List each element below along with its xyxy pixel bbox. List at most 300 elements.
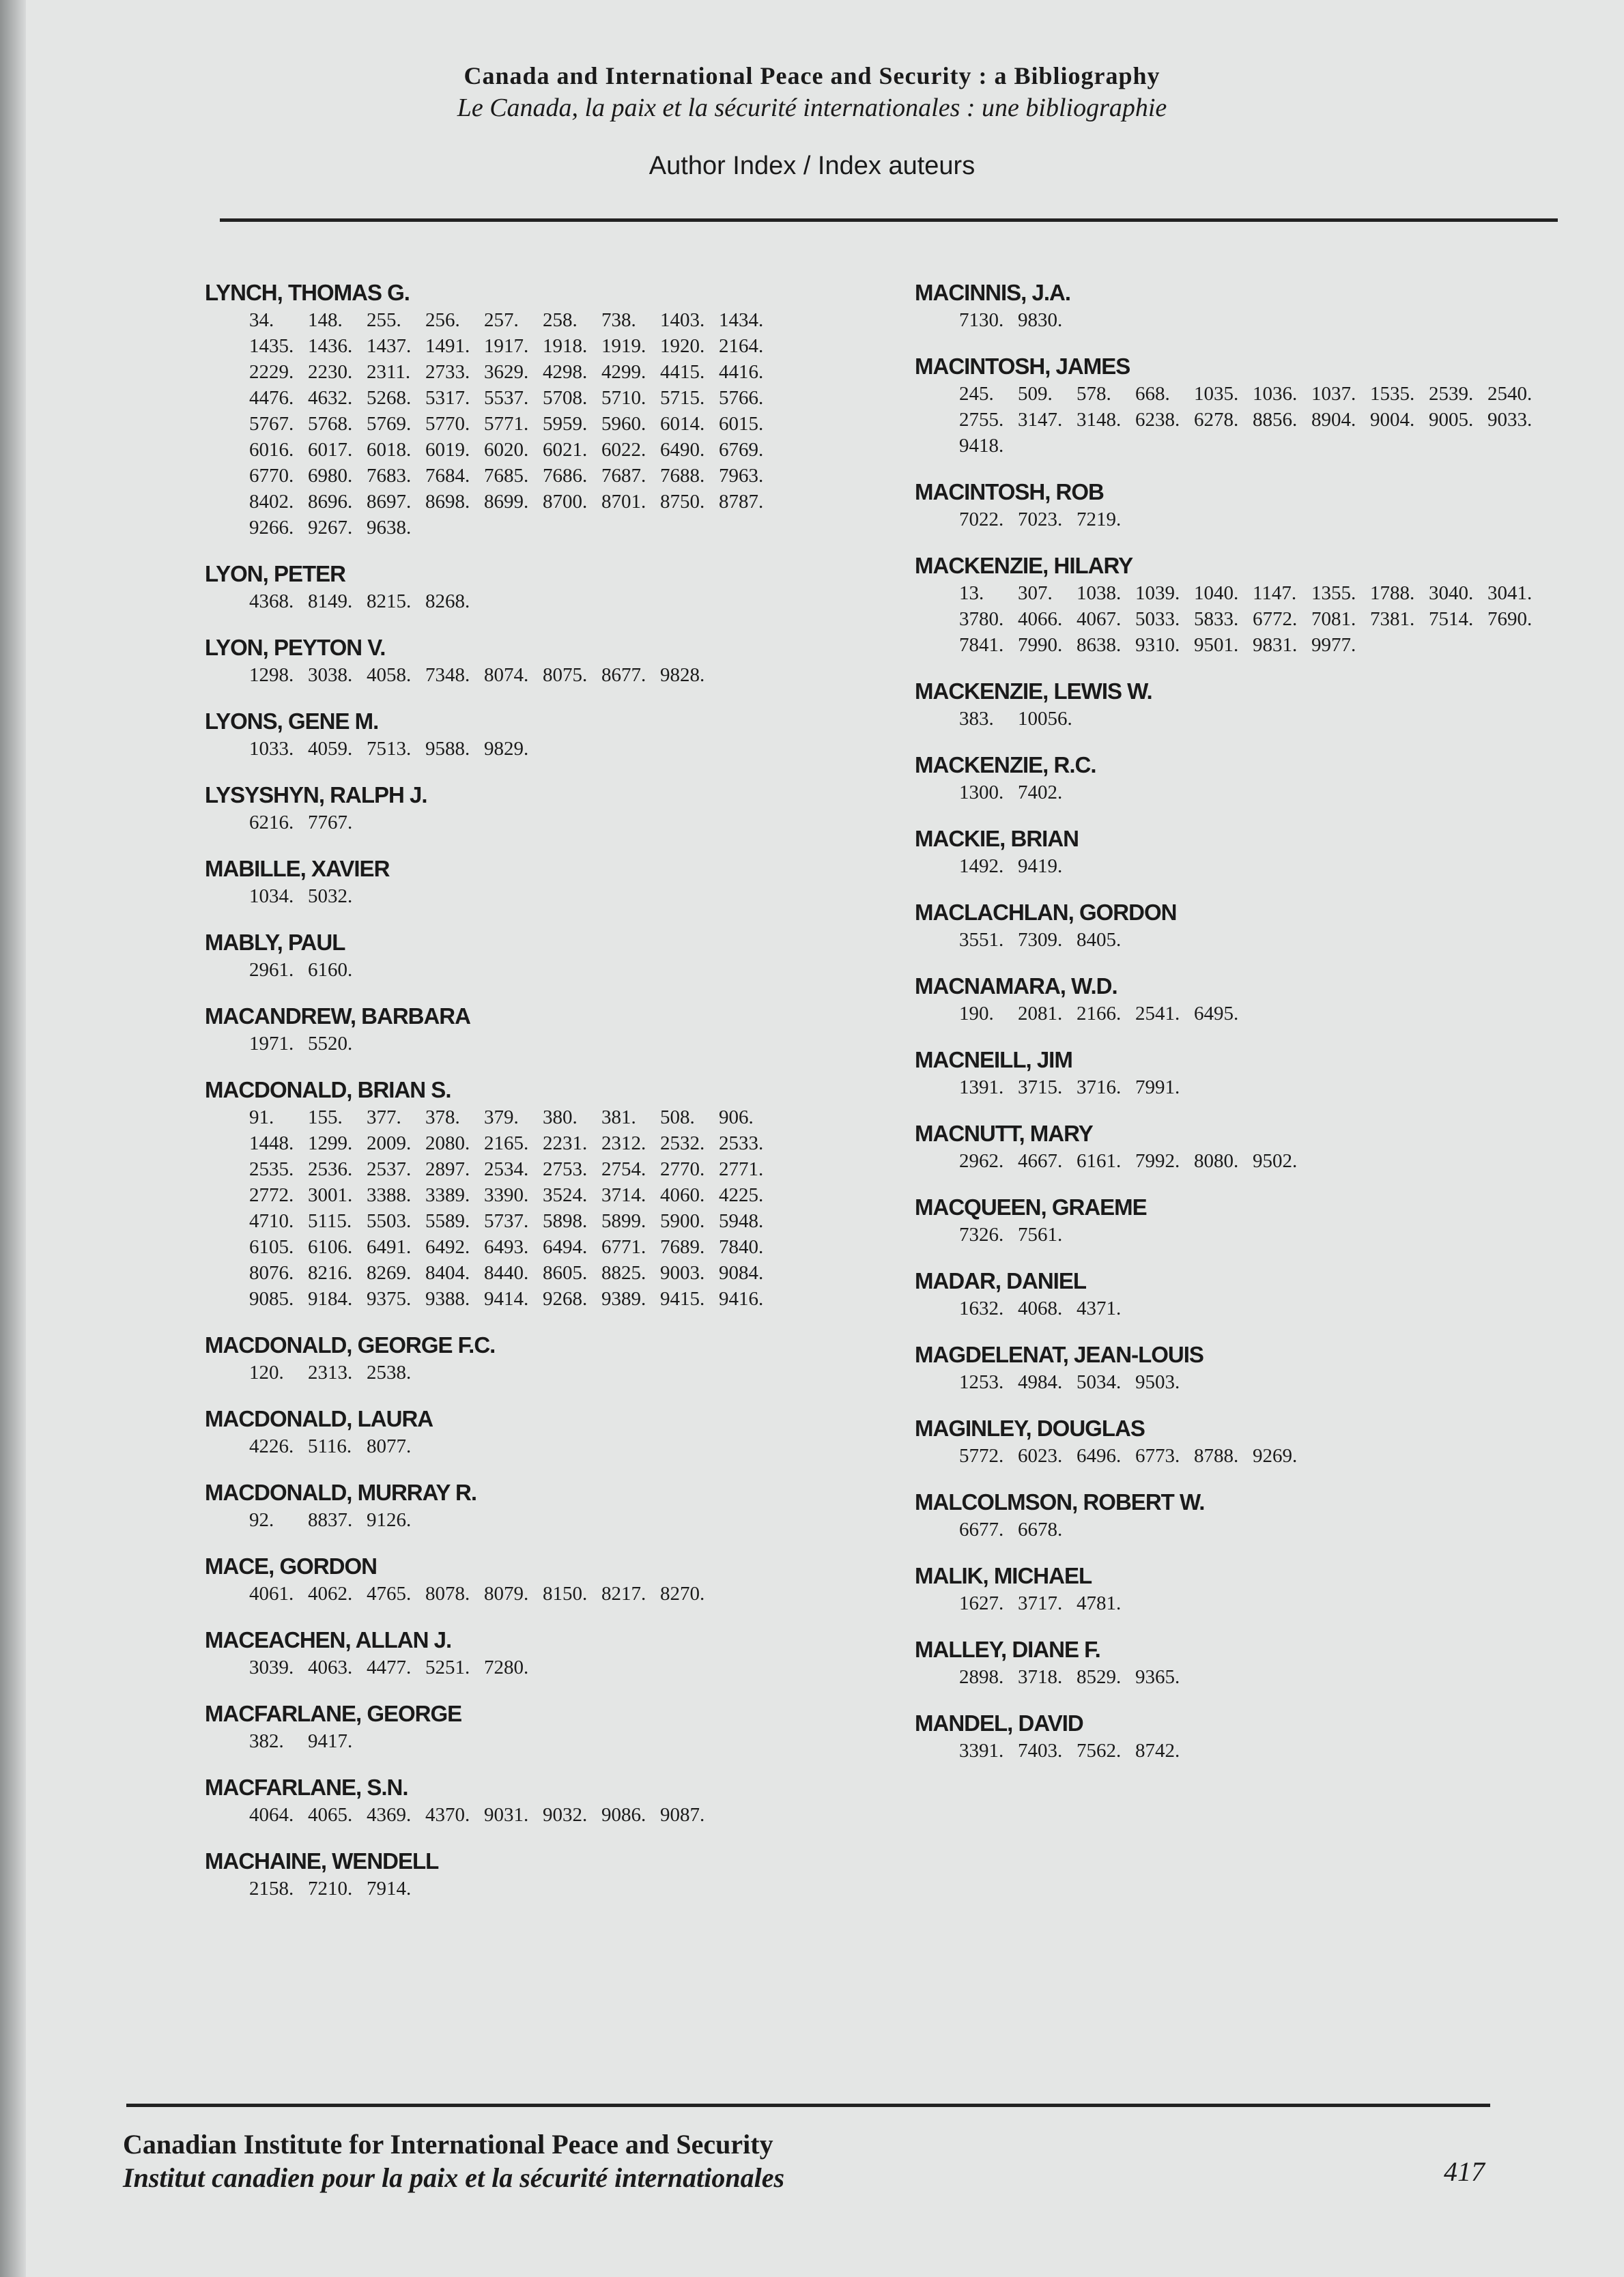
reference-number: 1403. xyxy=(660,309,705,331)
reference-number: 91. xyxy=(249,1106,274,1128)
reference-number: 4059. xyxy=(308,738,353,760)
reference-number: 8402. xyxy=(249,491,294,513)
reference-number: 6677. xyxy=(959,1519,1004,1541)
reference-numbers xyxy=(915,506,1556,532)
reference-number: 3391. xyxy=(959,1740,1004,1762)
reference-number: 7403. xyxy=(1018,1740,1063,1762)
reference-number: 2538. xyxy=(367,1362,412,1384)
reference-number: 4067. xyxy=(1077,608,1122,630)
reference-number: 6018. xyxy=(367,439,412,461)
reference-number: 8638. xyxy=(1077,634,1122,656)
reference-number: 4632. xyxy=(308,387,353,409)
author-entry xyxy=(915,1489,1556,1543)
reference-number: 5833. xyxy=(1194,608,1239,630)
reference-number: 9365. xyxy=(1135,1666,1180,1688)
author-entry xyxy=(915,1047,1556,1100)
reference-numbers xyxy=(205,1802,819,1828)
reference-number: 8440. xyxy=(484,1262,529,1284)
reference-numbers xyxy=(205,1031,819,1057)
page-edge-shadow xyxy=(0,0,26,2277)
reference-number: 7513. xyxy=(367,738,412,760)
reference-number: 4065. xyxy=(308,1804,353,1826)
author-name: MACINTOSH, JAMES xyxy=(915,354,1130,379)
reference-number: 4477. xyxy=(367,1657,412,1678)
reference-number: 7210. xyxy=(308,1878,353,1900)
footer-rule xyxy=(126,2104,1490,2107)
reference-number: 13. xyxy=(959,582,984,604)
reference-number: 1034. xyxy=(249,885,294,907)
reference-number: 1535. xyxy=(1370,383,1415,405)
author-entry xyxy=(205,1775,819,1828)
reference-number: 9003. xyxy=(660,1262,705,1284)
author-name: MABLY, PAUL xyxy=(205,930,345,955)
reference-number: 7309. xyxy=(1018,929,1063,951)
author-entry xyxy=(205,1848,819,1902)
reference-number: 6490. xyxy=(660,439,705,461)
reference-number: 5115. xyxy=(308,1210,352,1232)
reference-number: 120. xyxy=(249,1362,284,1384)
reference-numbers xyxy=(205,810,819,835)
reference-number: 7992. xyxy=(1135,1150,1180,1172)
reference-number: 2753. xyxy=(543,1158,588,1180)
author-entry xyxy=(915,1121,1556,1174)
reference-number: 8677. xyxy=(601,664,646,686)
reference-numbers xyxy=(205,1581,819,1607)
reference-number: 4984. xyxy=(1018,1371,1063,1393)
reference-number: 8698. xyxy=(425,491,470,513)
reference-number: 9831. xyxy=(1253,634,1298,656)
author-entry xyxy=(915,900,1556,953)
reference-number: 8904. xyxy=(1311,409,1356,431)
reference-number: 2229. xyxy=(249,361,294,383)
reference-number: 7280. xyxy=(484,1657,529,1678)
reference-numbers xyxy=(915,1369,1556,1395)
reference-number: 7683. xyxy=(367,465,412,487)
reference-number: 8701. xyxy=(601,491,646,513)
author-entry xyxy=(205,856,819,909)
reference-number: 1035. xyxy=(1194,383,1239,405)
author-name: MACINNIS, J.A. xyxy=(915,280,1071,305)
reference-numbers xyxy=(205,1104,819,1312)
reference-number: 4068. xyxy=(1018,1298,1063,1319)
author-name: MANDEL, DAVID xyxy=(915,1710,1083,1736)
reference-number: 1039. xyxy=(1135,582,1180,604)
author-entry xyxy=(915,553,1556,658)
reference-number: 3040. xyxy=(1429,582,1474,604)
reference-number: 5708. xyxy=(543,387,588,409)
reference-number: 307. xyxy=(1018,582,1053,604)
reference-number: 4062. xyxy=(308,1583,353,1605)
author-name: MACINTOSH, ROB xyxy=(915,479,1104,504)
reference-number: 8699. xyxy=(484,491,529,513)
reference-number: 5771. xyxy=(484,413,529,435)
author-entry xyxy=(915,1710,1556,1764)
reference-number: 5503. xyxy=(367,1210,412,1232)
reference-number: 4476. xyxy=(249,387,294,409)
reference-number: 1437. xyxy=(367,335,412,357)
reference-number: 8788. xyxy=(1194,1445,1239,1467)
reference-number: 3718. xyxy=(1018,1666,1063,1688)
reference-number: 8217. xyxy=(601,1583,646,1605)
reference-number: 8697. xyxy=(367,491,412,513)
reference-number: 6496. xyxy=(1077,1445,1122,1467)
reference-number: 6238. xyxy=(1135,409,1180,431)
reference-number: 8742. xyxy=(1135,1740,1180,1762)
author-name: MALLEY, DIANE F. xyxy=(915,1637,1100,1662)
reference-number: 9126. xyxy=(367,1509,412,1531)
reference-numbers xyxy=(205,1655,819,1680)
reference-number: 508. xyxy=(660,1106,695,1128)
reference-number: 4066. xyxy=(1018,608,1063,630)
page-footer xyxy=(123,2128,784,2194)
reference-number: 8075. xyxy=(543,664,588,686)
author-entry xyxy=(915,1416,1556,1469)
reference-number: 1299. xyxy=(308,1132,353,1154)
reference-numbers xyxy=(915,381,1556,459)
author-name: MACQUEEN, GRAEME xyxy=(915,1194,1147,1220)
right-column xyxy=(915,280,1556,1784)
reference-number: 2755. xyxy=(959,409,1004,431)
reference-number: 9501. xyxy=(1194,634,1239,656)
reference-number: 4370. xyxy=(425,1804,470,1826)
reference-number: 3714. xyxy=(601,1184,646,1206)
reference-number: 7689. xyxy=(660,1236,705,1258)
reference-number: 5317. xyxy=(425,387,470,409)
reference-numbers xyxy=(915,1074,1556,1100)
reference-numbers xyxy=(205,883,819,909)
reference-number: 2898. xyxy=(959,1666,1004,1688)
reference-number: 3717. xyxy=(1018,1592,1063,1614)
author-name: MACNAMARA, W.D. xyxy=(915,973,1117,999)
reference-number: 9977. xyxy=(1311,634,1356,656)
reference-number: 9032. xyxy=(543,1804,588,1826)
reference-number: 8529. xyxy=(1077,1666,1122,1688)
author-name: LYSYSHYN, RALPH J. xyxy=(205,782,427,807)
reference-number: 5589. xyxy=(425,1210,470,1232)
reference-number: 2770. xyxy=(660,1158,705,1180)
reference-numbers xyxy=(205,957,819,983)
reference-number: 5715. xyxy=(660,387,705,409)
reference-number: 7130. xyxy=(959,309,1004,331)
reference-number: 9417. xyxy=(308,1730,353,1752)
reference-numbers xyxy=(915,1738,1556,1764)
reference-number: 1492. xyxy=(959,855,1004,877)
reference-number: 245. xyxy=(959,383,994,405)
author-name: MABILLE, XAVIER xyxy=(205,856,390,881)
reference-number: 2771. xyxy=(719,1158,764,1180)
reference-number: 9830. xyxy=(1018,309,1063,331)
reference-number: 4299. xyxy=(601,361,646,383)
reference-number: 6772. xyxy=(1253,608,1298,630)
reference-numbers xyxy=(915,927,1556,953)
reference-number: 5772. xyxy=(959,1445,1004,1467)
reference-number: 258. xyxy=(543,309,578,331)
reference-number: 2164. xyxy=(719,335,764,357)
reference-number: 3041. xyxy=(1487,582,1533,604)
reference-number: 5520. xyxy=(308,1033,353,1055)
reference-numbers xyxy=(205,662,819,688)
reference-number: 2733. xyxy=(425,361,470,383)
reference-number: 8149. xyxy=(308,590,353,612)
reference-number: 6161. xyxy=(1077,1150,1122,1172)
reference-number: 4765. xyxy=(367,1583,412,1605)
author-entry xyxy=(205,1332,819,1386)
author-name: MADAR, DANIEL xyxy=(915,1268,1086,1293)
reference-number: 4667. xyxy=(1018,1150,1063,1172)
reference-number: 668. xyxy=(1135,383,1170,405)
reference-numbers xyxy=(915,1148,1556,1174)
reference-number: 9084. xyxy=(719,1262,764,1284)
reference-number: 7684. xyxy=(425,465,470,487)
reference-number: 92. xyxy=(249,1509,274,1531)
reference-number: 5767. xyxy=(249,413,294,435)
reference-numbers xyxy=(205,1433,819,1459)
reference-number: 4298. xyxy=(543,361,588,383)
reference-number: 6016. xyxy=(249,439,294,461)
reference-number: 9269. xyxy=(1253,1445,1298,1467)
reference-number: 190. xyxy=(959,1003,994,1025)
reference-number: 1253. xyxy=(959,1371,1004,1393)
reference-numbers xyxy=(915,580,1556,658)
reference-numbers xyxy=(915,1443,1556,1469)
author-name: MACFARLANE, S.N. xyxy=(205,1775,408,1800)
reference-number: 2533. xyxy=(719,1132,764,1154)
reference-number: 2535. xyxy=(249,1158,294,1180)
reference-number: 1920. xyxy=(660,335,705,357)
author-name: MAGINLEY, DOUGLAS xyxy=(915,1416,1145,1441)
author-entry xyxy=(205,635,819,688)
reference-number: 8215. xyxy=(367,590,412,612)
reference-number: 8856. xyxy=(1253,409,1298,431)
author-name: LYON, PETER xyxy=(205,561,345,586)
reference-number: 7963. xyxy=(719,465,764,487)
author-entry xyxy=(205,1003,819,1057)
reference-number: 9087. xyxy=(660,1804,705,1826)
reference-number: 4369. xyxy=(367,1804,412,1826)
reference-number: 7561. xyxy=(1018,1224,1063,1246)
reference-numbers xyxy=(205,736,819,762)
reference-number: 9502. xyxy=(1253,1150,1298,1172)
reference-number: 379. xyxy=(484,1106,519,1128)
reference-numbers xyxy=(915,779,1556,805)
reference-number: 8787. xyxy=(719,491,764,513)
reference-number: 6015. xyxy=(719,413,764,435)
author-entry xyxy=(205,782,819,835)
reference-number: 5766. xyxy=(719,387,764,409)
reference-number: 7687. xyxy=(601,465,646,487)
reference-number: 8074. xyxy=(484,664,529,686)
reference-number: 5032. xyxy=(308,885,353,907)
reference-number: 2230. xyxy=(308,361,353,383)
author-entry xyxy=(205,1406,819,1459)
reference-number: 6494. xyxy=(543,1236,588,1258)
reference-number: 2312. xyxy=(601,1132,646,1154)
reference-number: 8750. xyxy=(660,491,705,513)
reference-number: 9310. xyxy=(1135,634,1180,656)
reference-number: 7841. xyxy=(959,634,1004,656)
reference-number: 1391. xyxy=(959,1076,1004,1098)
reference-number: 6106. xyxy=(308,1236,353,1258)
reference-number: 3780. xyxy=(959,608,1004,630)
reference-number: 4781. xyxy=(1077,1592,1122,1614)
reference-number: 9389. xyxy=(601,1288,646,1310)
reference-number: 1627. xyxy=(959,1592,1004,1614)
header-rule xyxy=(220,218,1558,222)
reference-number: 3147. xyxy=(1018,409,1063,431)
reference-number: 509. xyxy=(1018,383,1053,405)
reference-number: 148. xyxy=(308,309,343,331)
author-name: MACKENZIE, R.C. xyxy=(915,752,1096,777)
reference-number: 257. xyxy=(484,309,519,331)
reference-number: 9829. xyxy=(484,738,529,760)
author-entry xyxy=(915,1194,1556,1248)
reference-number: 578. xyxy=(1077,383,1111,405)
author-name: MACKENZIE, HILARY xyxy=(915,553,1133,578)
reference-number: 3001. xyxy=(308,1184,353,1206)
reference-number: 5768. xyxy=(308,413,353,435)
reference-number: 6493. xyxy=(484,1236,529,1258)
reference-number: 906. xyxy=(719,1106,754,1128)
reference-number: 6023. xyxy=(1018,1445,1063,1467)
reference-number: 9005. xyxy=(1429,409,1474,431)
reference-number: 738. xyxy=(601,309,636,331)
reference-number: 8268. xyxy=(425,590,470,612)
reference-numbers xyxy=(205,1507,819,1533)
author-entry xyxy=(915,354,1556,459)
reference-number: 2536. xyxy=(308,1158,353,1180)
reference-number: 2962. xyxy=(959,1150,1004,1172)
reference-number: 2009. xyxy=(367,1132,412,1154)
reference-number: 5770. xyxy=(425,413,470,435)
reference-numbers xyxy=(915,1590,1556,1616)
author-name: MACNUTT, MARY xyxy=(915,1121,1093,1146)
reference-number: 4064. xyxy=(249,1804,294,1826)
reference-number: 5737. xyxy=(484,1210,529,1232)
reference-number: 3389. xyxy=(425,1184,470,1206)
author-entry xyxy=(205,930,819,983)
author-entry xyxy=(915,1637,1556,1690)
reference-number: 2754. xyxy=(601,1158,646,1180)
reference-number: 9414. xyxy=(484,1288,529,1310)
reference-number: 8078. xyxy=(425,1583,470,1605)
reference-number: 8076. xyxy=(249,1262,294,1284)
reference-number: 5960. xyxy=(601,413,646,435)
reference-number: 9004. xyxy=(1370,409,1415,431)
reference-number: 9086. xyxy=(601,1804,646,1826)
reference-number: 1036. xyxy=(1253,383,1298,405)
reference-number: 6771. xyxy=(601,1236,646,1258)
reference-number: 1918. xyxy=(543,335,588,357)
reference-number: 6773. xyxy=(1135,1445,1180,1467)
reference-number: 5769. xyxy=(367,413,412,435)
reference-number: 155. xyxy=(308,1106,343,1128)
reference-number: 9267. xyxy=(308,517,353,539)
author-name: MACNEILL, JIM xyxy=(915,1047,1072,1072)
author-entry xyxy=(915,752,1556,805)
reference-number: 6678. xyxy=(1018,1519,1063,1541)
reference-number: 2897. xyxy=(425,1158,470,1180)
reference-number: 4226. xyxy=(249,1435,294,1457)
reference-number: 3039. xyxy=(249,1657,294,1678)
reference-number: 7022. xyxy=(959,509,1004,530)
reference-number: 1971. xyxy=(249,1033,294,1055)
reference-number: 2534. xyxy=(484,1158,529,1180)
reference-number: 3038. xyxy=(308,664,353,686)
reference-number: 7767. xyxy=(308,812,353,833)
reference-number: 1788. xyxy=(1370,582,1415,604)
reference-number: 8150. xyxy=(543,1583,588,1605)
reference-number: 8825. xyxy=(601,1262,646,1284)
reference-numbers xyxy=(915,1664,1556,1690)
reference-numbers xyxy=(915,1222,1556,1248)
author-name: MACHAINE, WENDELL xyxy=(205,1848,439,1874)
reference-number: 6278. xyxy=(1194,409,1239,431)
reference-number: 4060. xyxy=(660,1184,705,1206)
reference-number: 2313. xyxy=(308,1362,353,1384)
reference-number: 6216. xyxy=(249,812,294,833)
reference-number: 9638. xyxy=(367,517,412,539)
reference-number: 6014. xyxy=(660,413,705,435)
reference-number: 7686. xyxy=(543,465,588,487)
reference-number: 4058. xyxy=(367,664,412,686)
reference-number: 5948. xyxy=(719,1210,764,1232)
reference-number: 9388. xyxy=(425,1288,470,1310)
reference-number: 2080. xyxy=(425,1132,470,1154)
reference-number: 7685. xyxy=(484,465,529,487)
reference-numbers xyxy=(915,1517,1556,1543)
reference-number: 8696. xyxy=(308,491,353,513)
author-name: MACDONALD, BRIAN S. xyxy=(205,1077,451,1102)
reference-number: 6020. xyxy=(484,439,529,461)
reference-number: 3148. xyxy=(1077,409,1122,431)
author-entry xyxy=(915,678,1556,732)
reference-number: 9418. xyxy=(959,435,1004,457)
author-name: MACANDREW, BARBARA xyxy=(205,1003,470,1029)
reference-number: 2532. xyxy=(660,1132,705,1154)
reference-number: 3551. xyxy=(959,929,1004,951)
reference-number: 5116. xyxy=(308,1435,352,1457)
reference-number: 3388. xyxy=(367,1184,412,1206)
author-name: MACKIE, BRIAN xyxy=(915,826,1079,851)
author-entry xyxy=(915,826,1556,879)
page-header xyxy=(0,61,1624,181)
reference-number: 9503. xyxy=(1135,1371,1180,1393)
reference-number: 9184. xyxy=(308,1288,353,1310)
reference-numbers xyxy=(205,588,819,614)
reference-number: 8700. xyxy=(543,491,588,513)
reference-number: 8605. xyxy=(543,1262,588,1284)
reference-number: 381. xyxy=(601,1106,636,1128)
reference-number: 8077. xyxy=(367,1435,412,1457)
footer-org-en: Canadian Institute for International Peace and Security xyxy=(123,2129,773,2160)
reference-number: 4061. xyxy=(249,1583,294,1605)
author-name: MACE, GORDON xyxy=(205,1553,377,1579)
reference-number: 2166. xyxy=(1077,1003,1122,1025)
reference-number: 10056. xyxy=(1018,708,1072,730)
reference-number: 9588. xyxy=(425,738,470,760)
reference-number: 1040. xyxy=(1194,582,1239,604)
reference-number: 6492. xyxy=(425,1236,470,1258)
reference-number: 4368. xyxy=(249,590,294,612)
reference-number: 7562. xyxy=(1077,1740,1122,1762)
reference-number: 34. xyxy=(249,309,274,331)
author-entry xyxy=(915,479,1556,532)
reference-number: 5898. xyxy=(543,1210,588,1232)
author-entry xyxy=(205,1701,819,1754)
footer-org-fr: Institut canadien pour la paix et la sécurité internationales xyxy=(123,2162,785,2193)
reference-number: 9419. xyxy=(1018,855,1063,877)
index-title: Author Index / Index auteurs xyxy=(649,152,975,180)
